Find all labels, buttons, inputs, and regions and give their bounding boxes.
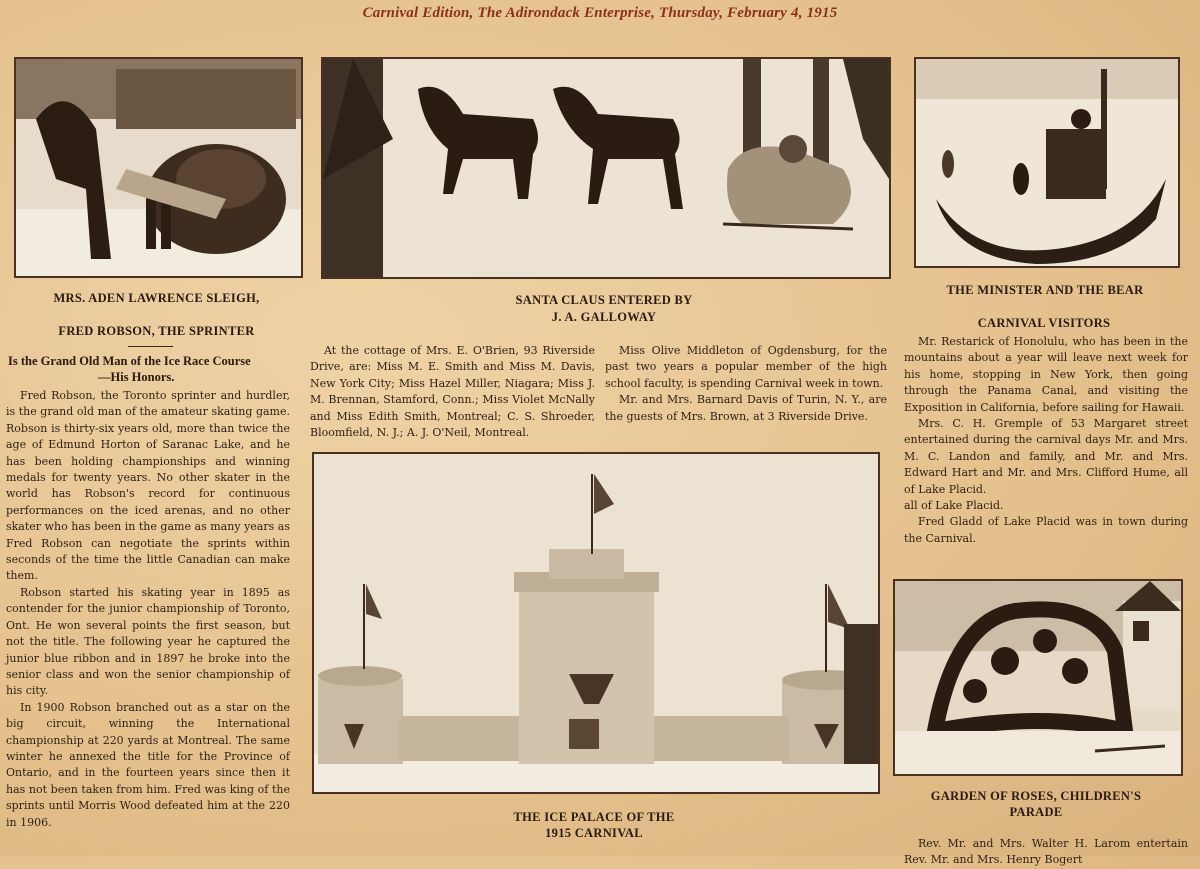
santa-caption-line-2: J. A. GALLOWAY [551,310,657,324]
santa-caption-line-1: SANTA CLAUS ENTERED BY [515,293,693,307]
minister-bear-photo [914,57,1180,268]
robson-paragraph-3: In 1900 Robson branched out as a star on the big circuit, winning the International championship at 220 yards at Montreal. The same winter he annexed the title for the Province of Ontario, and in the fourteen years since then it has not been taken from him. Fred was king of the sprints until Morris Wood defeated him at the 220 in 1906. [6,700,290,829]
visitors-article [904,334,1188,547]
robson-subhead-line-1: Is the Grand Old Man of the Ice Race Course [8,354,251,368]
visitors-title: CARNIVAL VISITORS [977,316,1111,330]
ice-palace-caption-line-2: 1915 CARNIVAL [545,826,643,840]
garden-roses-illustration [895,581,1181,774]
middleton-article [605,343,887,425]
cottage-paragraph: At the cottage of Mrs. E. O'Brien, 93 Riverside Drive, are: Miss M. E. Smith and Miss M. Davis, New York City; Miss Hazel Miller, Niagara; Miss J. M. Brennan, Stamford, Conn.; Miss Violet McNally and Miss Edith Smith, Montreal; C. S. Shroeder, Bloomfield, N. J.; A. J. O'Neil, Montreal. [310,344,595,440]
middleton-paragraph-1: Miss Olive Middleton of Ogdensburg, for the past two years a popular member of the high school faculty, is spending Carnival week in town. [605,344,887,390]
visitors-paragraph-1: Mr. Restarick of Honolulu, who has been in the mountains about a year will leave next week for his home, stopping in New York, then going through the Panama Canal, and visiting the Exposition in California, before sailing for Hawaii. [904,335,1188,414]
garden-roses-photo [893,579,1183,776]
minister-illustration [916,59,1178,266]
ice-palace-caption-line-1: THE ICE PALACE OF THE [513,810,675,824]
minister-caption: THE MINISTER AND THE BEAR [946,283,1144,297]
masthead: Carnival Edition, The Adirondack Enterprise, Thursday, February 4, 1915 [362,5,838,21]
sleigh-caption: MRS. ADEN LAWRENCE SLEIGH, [53,291,260,305]
robson-article [6,388,290,831]
robson-subhead-line-2: —His Honors. [98,370,175,384]
robson-title: FRED ROBSON, THE SPRINTER [58,324,255,338]
robson-paragraph-1: Fred Robson, the Toronto sprinter and hurdler, is the grand old man of the amateur skating game. Robson is thirty-six years old, more than twice the age of Edmund Horton of Saranac Lake, and he has been holding championships and winning medals for twenty years. No other skater in the world has Robson's record for continuous performances on the iced arenas, and no other skater who has been in the game as many years as Fred Robson can negotiate the sprints within seconds of the time the little Canadian can make them. [6,389,290,583]
garden-roses-caption-line-1: GARDEN OF ROSES, CHILDREN'S [930,789,1142,803]
cottage-article [310,343,595,441]
visitors-paragraph-2-extra: all of Lake Placid. [904,499,1004,513]
robson-rule [128,346,173,347]
larom-paragraph: Rev. Mr. and Mrs. Walter H. Larom entertain Rev. Mr. and Mrs. Henry Bogert [904,837,1188,867]
ice-palace-photo [312,452,880,794]
visitors-paragraph-2: Mrs. C. H. Gremple of 53 Margaret street entertained during the carnival days Mr. and Mrs. M. C. Landon and family, and Mr. and Mrs. Edward Hart and Mr. and Mrs. Clifford Hume, all of Lake Placid. [904,417,1188,496]
middleton-paragraph-2: Mr. and Mrs. Barnard Davis of Turin, N. Y., are the guests of Mrs. Brown, at 3 Riverside Drive. [605,393,887,423]
larom-article [904,836,1188,869]
visitors-paragraph-3: Fred Gladd of Lake Placid was in town during the Carnival. [904,515,1188,545]
robson-paragraph-2: Robson started his skating year in 1895 as contender for the junior championship of Toronto, Ont. He won several points the first season, but not the title. The following year he captured the junior blue ribbon and in 1897 he broke into the senior class and won the senior championship of his city. [6,585,290,698]
sleigh-photo [14,57,303,278]
garden-roses-caption-line-2: PARADE [1009,805,1063,819]
ice-palace-illustration [314,454,878,792]
sleigh-illustration [16,59,301,276]
santa-illustration [323,59,889,277]
santa-sleigh-photo [321,57,891,279]
